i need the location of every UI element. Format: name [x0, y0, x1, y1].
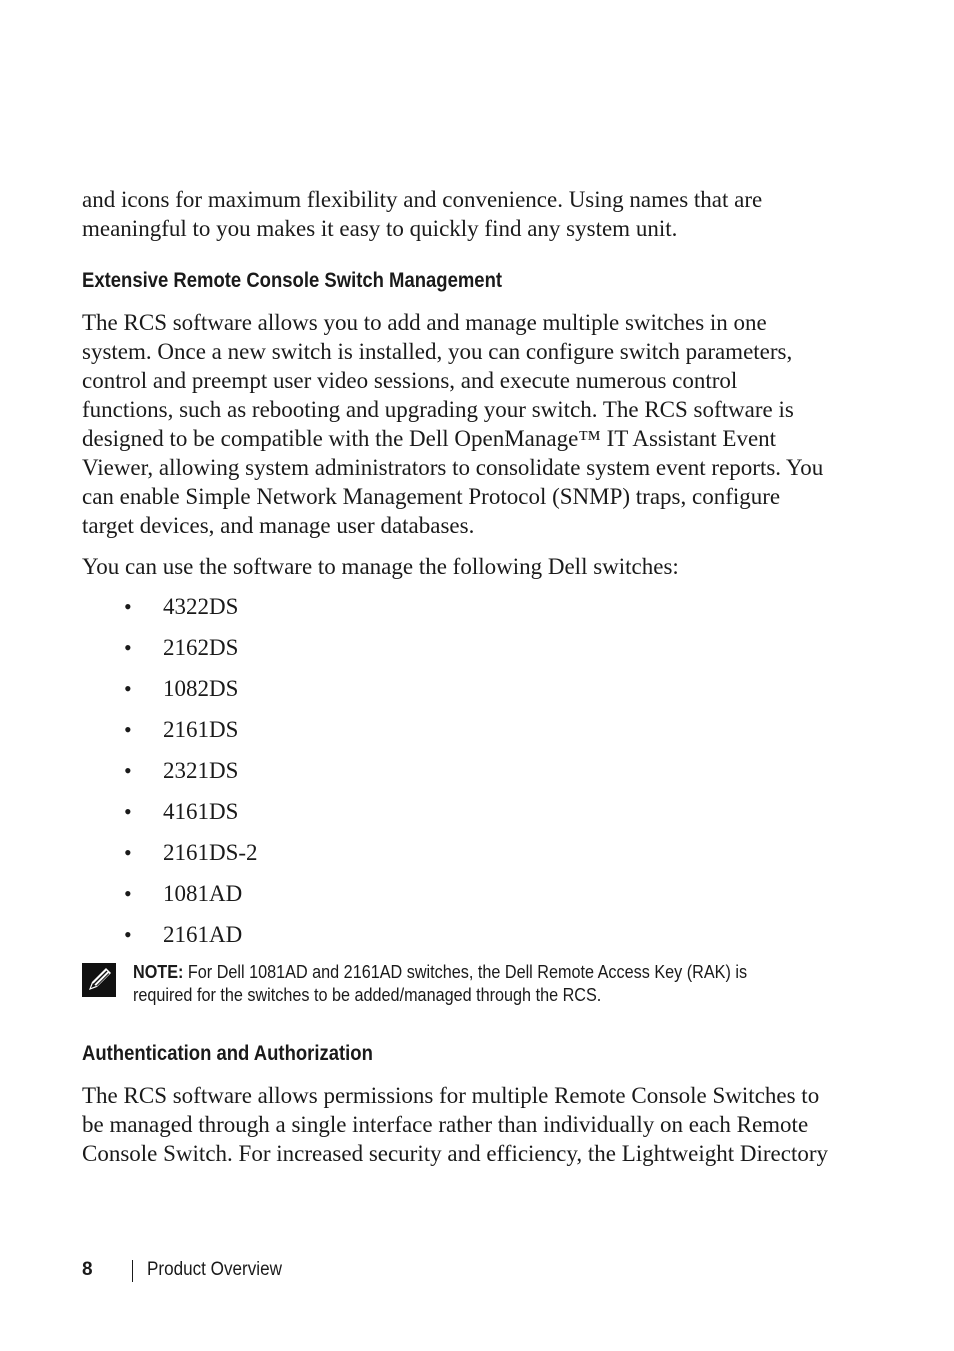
- bullet-icon: •: [124, 635, 132, 660]
- switch-list-intro: You can use the software to manage the following Dell switches:: [82, 554, 679, 579]
- paragraph-line: The RCS software allows you to add and manage multiple switches in one: [82, 310, 767, 335]
- bullet-icon: •: [124, 758, 132, 783]
- paragraph-line: Viewer, allowing system administrators to consolidate system event reports. You: [82, 455, 824, 480]
- note-label: NOTE:: [133, 962, 184, 982]
- note-text: [133, 961, 853, 1007]
- bullet-icon: •: [124, 676, 132, 701]
- paragraph-line: target devices, and manage user databases.: [82, 513, 475, 538]
- section-heading-auth: Authentication and Authorization: [82, 1042, 373, 1065]
- switch-model: 2161DS: [163, 717, 239, 742]
- note-pencil-icon: [82, 963, 116, 997]
- footer-divider: [132, 1260, 133, 1282]
- bullet-icon: •: [124, 799, 132, 824]
- switch-model: 4322DS: [163, 594, 239, 619]
- paragraph-line: designed to be compatible with the Dell OpenManage™ IT Assistant Event: [82, 426, 777, 451]
- paragraph-line: system. Once a new switch is installed, you can configure switch parameters,: [82, 339, 793, 364]
- switch-model: 1081AD: [163, 881, 243, 906]
- bullet-icon: •: [124, 594, 132, 619]
- list-item: [0, 633, 500, 663]
- paragraph-line: The RCS software allows permissions for multiple Remote Console Switches to: [82, 1083, 820, 1108]
- page-number: 8: [82, 1259, 93, 1280]
- list-item: [0, 715, 500, 745]
- bullet-icon: •: [124, 881, 132, 906]
- list-item: [0, 920, 500, 950]
- list-item: [0, 592, 500, 622]
- switch-model: 2321DS: [163, 758, 239, 783]
- switch-model: 2161AD: [163, 922, 243, 947]
- list-item: [0, 879, 500, 909]
- paragraph-line: meaningful to you makes it easy to quickly find any system unit.: [82, 216, 678, 241]
- bullet-icon: •: [124, 717, 132, 742]
- bullet-icon: •: [124, 840, 132, 865]
- paragraph-line: be managed through a single interface rather than individually on each Remote: [82, 1112, 809, 1137]
- note-line: [133, 961, 781, 984]
- auth-paragraph: [82, 1081, 852, 1168]
- list-item: [0, 674, 500, 704]
- paragraph-line: control and preempt user video sessions, and execute numerous control: [82, 368, 738, 393]
- paragraph-line: Console Switch. For increased security and efficiency, the Lightweight Directory: [82, 1141, 829, 1166]
- switch-model: 4161DS: [163, 799, 239, 824]
- list-item: [0, 756, 500, 786]
- management-paragraph: [82, 308, 852, 540]
- bullet-icon: •: [124, 922, 132, 947]
- paragraph-line: can enable Simple Network Management Protocol (SNMP) traps, configure: [82, 484, 781, 509]
- list-item: [0, 797, 500, 827]
- switch-model: 1082DS: [163, 676, 239, 701]
- paragraph-line: and icons for maximum flexibility and convenience. Using names that are: [82, 187, 763, 212]
- section-heading-management: Extensive Remote Console Switch Management: [82, 269, 503, 292]
- switch-model: 2162DS: [163, 635, 239, 660]
- intro-paragraph: [82, 185, 852, 243]
- note-line: required for the switches to be added/managed through the RCS.: [133, 985, 602, 1005]
- note-body: For Dell 1081AD and 2161AD switches, the Dell Remote Access Key (RAK) is: [183, 962, 748, 982]
- switch-model: 2161DS-2: [163, 840, 258, 865]
- list-item: [0, 838, 500, 868]
- paragraph-line: functions, such as rebooting and upgrading your switch. The RCS software is: [82, 397, 794, 422]
- footer-section-title: Product Overview: [147, 1259, 282, 1280]
